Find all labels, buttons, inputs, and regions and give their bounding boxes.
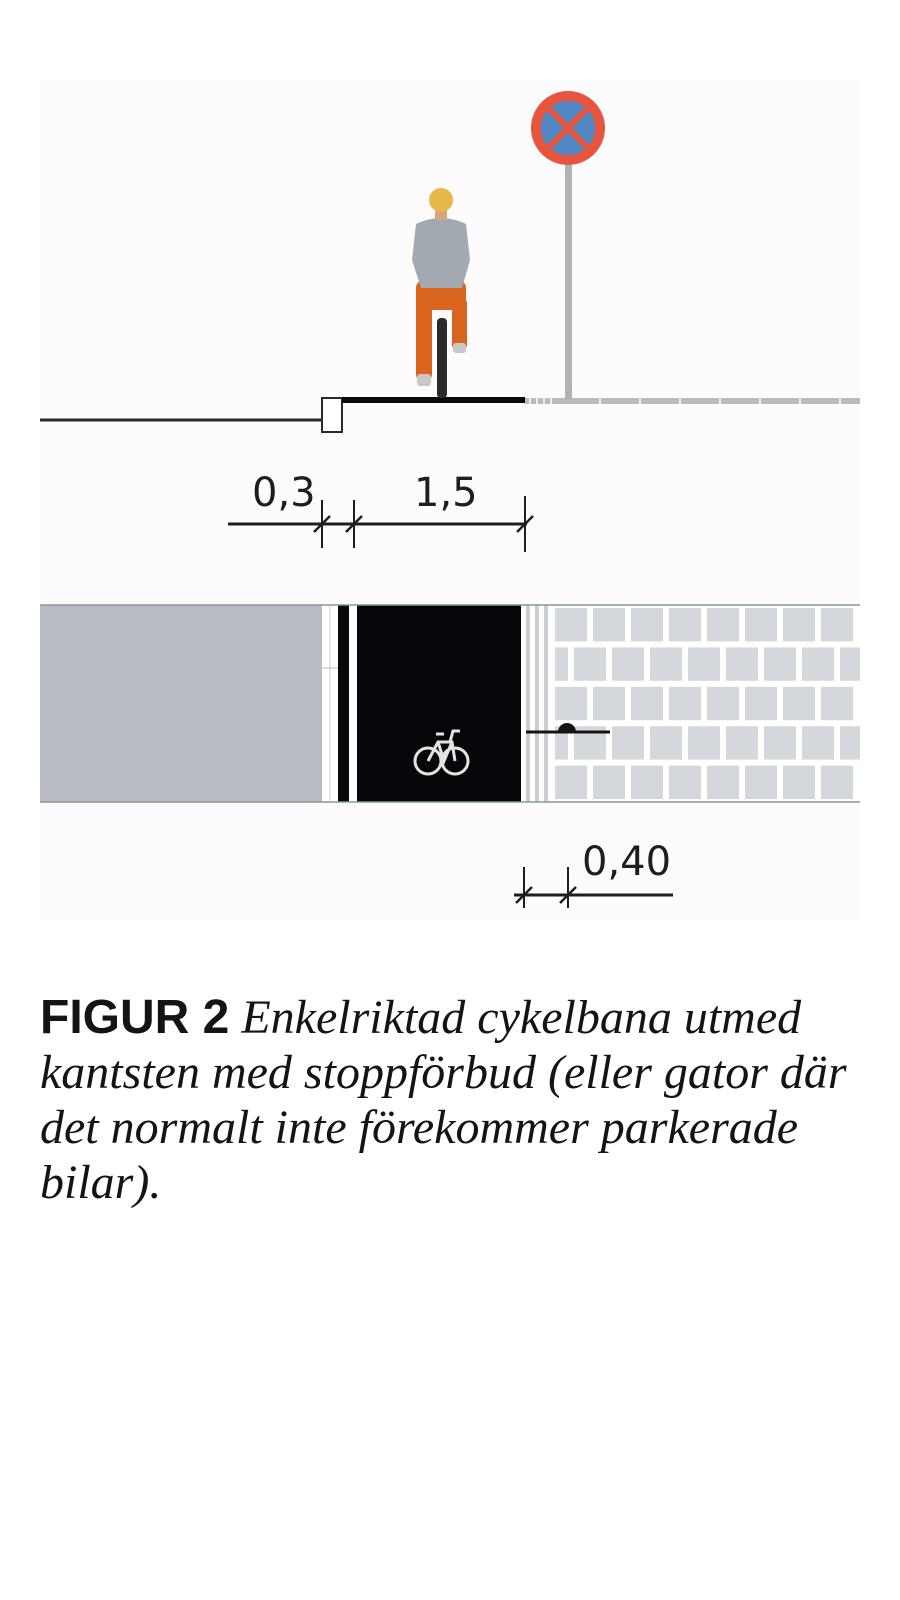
paving-stone [612, 647, 644, 680]
paving-stone [555, 687, 587, 720]
paving-stone [783, 687, 815, 720]
curb-stone [322, 398, 342, 432]
cyclist-left-leg [416, 298, 432, 380]
paving-stone [612, 726, 644, 759]
buffer-width-label: 0,40 [582, 839, 672, 885]
paving-stone [821, 766, 853, 799]
paving-stone [821, 687, 853, 720]
bike-lane-width-label: 1,5 [414, 470, 478, 516]
cyclist-shoe-right [453, 343, 466, 353]
bike-wheel [437, 318, 447, 398]
cyclist-torso [412, 218, 470, 288]
paving-stone [783, 608, 815, 641]
paving-stone [802, 647, 834, 680]
paving-stone [631, 766, 663, 799]
cyclist-shoe-left [417, 374, 431, 386]
paving-stone [555, 766, 587, 799]
figure-caption [40, 990, 870, 1210]
cyclist-head [429, 188, 453, 212]
paving-stones [555, 608, 860, 799]
paving-stone [783, 766, 815, 799]
edge-strips-plan [521, 605, 552, 802]
paving-stone [745, 608, 777, 641]
paving-stone [707, 687, 739, 720]
figure-description: Enkelriktad cykelbana utmed kantsten med stoppförbud (eller gator där det normalt inte förekommer parkerade bilar). [40, 991, 847, 1209]
paving-stone [821, 608, 853, 641]
paving-stone [631, 608, 663, 641]
paving-stone [802, 726, 834, 759]
paving-stone [669, 766, 701, 799]
paving-stone [707, 766, 739, 799]
paving-stone [745, 766, 777, 799]
paving-stone [669, 608, 701, 641]
bike-lane-plan [357, 605, 521, 802]
plan-view [40, 605, 860, 802]
paving-stone [726, 726, 758, 759]
paving-stone [650, 726, 682, 759]
paving-stone [688, 647, 720, 680]
curb-width-label: 0,3 [252, 470, 316, 516]
paving-stone [593, 766, 625, 799]
road-plan [40, 605, 322, 802]
paving-stone [688, 726, 720, 759]
paving-stone [631, 687, 663, 720]
paving-stone [574, 647, 606, 680]
paving-stone [555, 647, 568, 680]
paving-stone [764, 726, 796, 759]
paving-stone [745, 687, 777, 720]
paving-stone [669, 687, 701, 720]
paving-stone [593, 608, 625, 641]
paving-stone [707, 608, 739, 641]
paving-stone [593, 687, 625, 720]
paving-stone [840, 647, 860, 680]
figure-number: FIGUR 2 [40, 991, 230, 1044]
paving-stone [764, 647, 796, 680]
gap-plan [349, 605, 357, 802]
sign-pole [565, 150, 572, 400]
paving-stone [555, 608, 587, 641]
separation-line-plan [338, 605, 349, 802]
paving-stone [650, 647, 682, 680]
paving-stone [840, 726, 860, 759]
paving-stone [726, 647, 758, 680]
